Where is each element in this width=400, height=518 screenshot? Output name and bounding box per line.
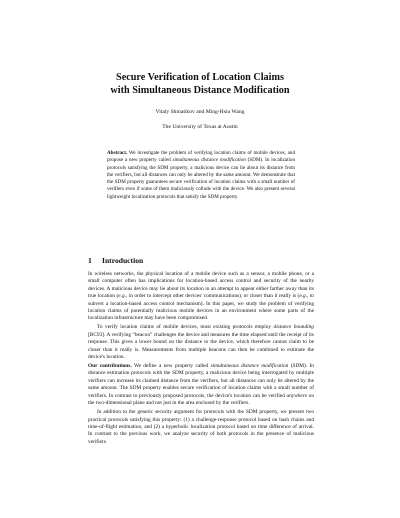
section-heading bbox=[88, 256, 318, 265]
p3-text-b: (SDM). In distance estimation protocols with the SDM property, a malicious device being interrogated by multiple verifiers can increase its claimed distance from the verifiers, but all distances can only be altered by the same amount. The SDM property enables secure verification of location claims with a small number of verifiers. In contrast to previously proposed protocols, the device's location can be verified bbox=[88, 363, 314, 399]
title-line-2: with Simultaneous Distance Modification bbox=[110, 85, 290, 96]
p3-emphasis-2: anywhere bbox=[286, 392, 308, 399]
paragraph-1 bbox=[88, 271, 314, 323]
body-text bbox=[88, 271, 314, 448]
p1-text-a: In wireless networks, the physical location of a mobile device such as a sensor, a mobile phone, or a small computer often has implications for location-based access control and security of the nearby devices. A malicious device may lie about its location in an attempt to appear either farther away than its true location ( bbox=[88, 271, 314, 300]
p1-eg-1: e.g. bbox=[118, 293, 126, 300]
abstract-text-b: (SDM). In localization protocols satisfying the SDM property, a malicious device can lie about its distance from the verifiers, but all distances can only be altered by the same amount. We demonstrate that the SDM property guarantees secure verification of location claims with a small number of verifiers even if some of them maliciously collude with the device. We also present several lightweight localization protocols that satisfy the SDM property. bbox=[107, 157, 295, 200]
affiliation: The University of Texas at Austin bbox=[162, 124, 238, 130]
p2-emphasis: distance bounding bbox=[273, 324, 314, 331]
p1-text-c: , to subvert a location-based access control mechanism). In this paper, we study the problem of verifying location claims of potentially malicious mobile devices in an environment where some parts of the localization infrastructure may have been compromised. bbox=[88, 293, 314, 322]
paragraph-2 bbox=[88, 324, 314, 361]
p2-text-b: [BC93]. A verifying “beacon” challenges the device and measures the time elapsed until the receipt of its response. This gives a lower bound on the distance to the device, which therefore cannot claim to be closer than it really is. Measurements from multiple beacons can then be combined to estimate the device's location. bbox=[88, 331, 314, 361]
section-number: 1 bbox=[88, 256, 92, 265]
abstract bbox=[107, 150, 295, 201]
contributions-label: Our contributions. bbox=[88, 363, 132, 370]
p3-text-c: on the two-dimensional plane and not just in the area enclosed by the verifiers. bbox=[88, 392, 314, 407]
abstract-label: Abstract. bbox=[107, 150, 128, 156]
p1-eg-2: e.g. bbox=[299, 293, 308, 300]
abstract-text-a: We investigate the problem of verifying location claims of mobile devices, and propose a new property called bbox=[107, 150, 296, 164]
abstract-emphasis: simultaneous distance modification bbox=[172, 157, 246, 164]
title-line-1: Secure Verification of Location Claims bbox=[116, 72, 284, 83]
paper-title bbox=[60, 71, 340, 97]
p1-text-b: , in order to intercept other devices' communications), or closer than it really is ( bbox=[125, 293, 300, 300]
authors: Vitaly Shmatikov and Ming-Hsiu Wang bbox=[155, 109, 245, 115]
p2-text-a: To verify location claims of mobile devices, most existing protocols employ bbox=[97, 324, 272, 331]
paragraph-3 bbox=[88, 363, 314, 407]
p3-text-a: We define a new property called bbox=[133, 363, 209, 370]
paragraph-4: In addition to the generic security argument for protocols with the SDM property, we present two practical protocols satisfying this property: (1) a challenge-response protocol based on hash chains and time-of-flight estimation, and (2) a hyperbolic localization protocol based on time difference of arrival. In contrast to the previous work, we analyze security of both protocols in the presence of malicious verifiers. bbox=[88, 409, 314, 445]
section-title: Introduction bbox=[102, 256, 144, 265]
p3-emphasis: simultaneous distance modification bbox=[210, 363, 289, 370]
